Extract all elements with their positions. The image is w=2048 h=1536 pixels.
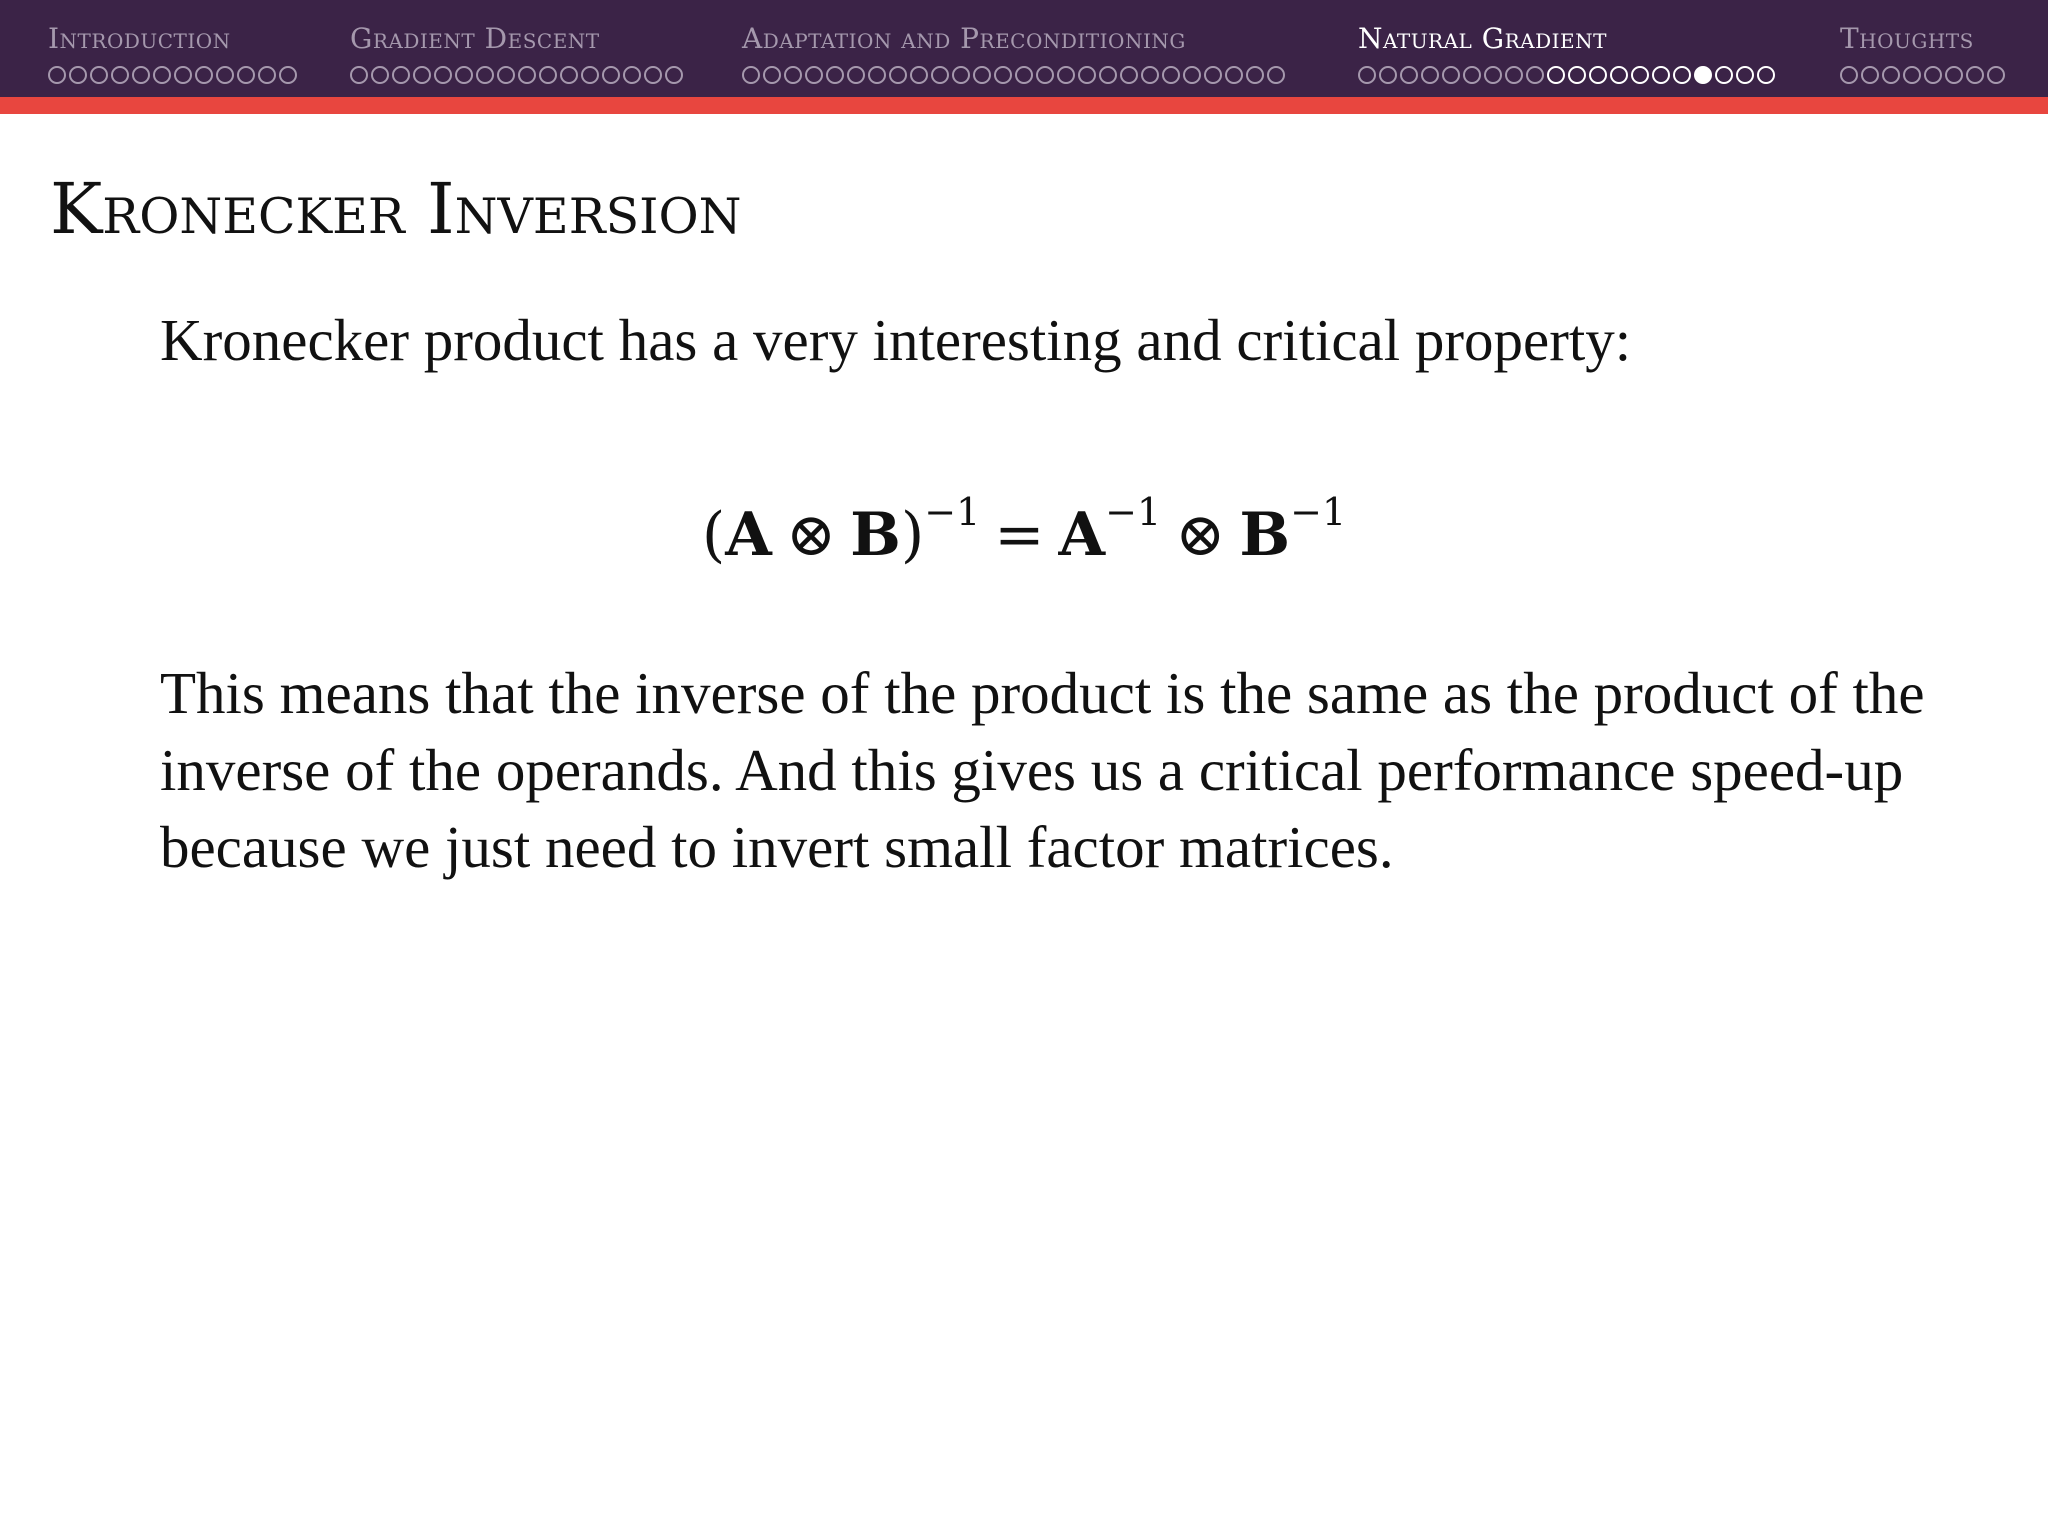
nav-dot[interactable]: [1484, 66, 1502, 84]
nav-dots: [1358, 66, 1775, 84]
nav-dot[interactable]: [952, 66, 970, 84]
nav-dot[interactable]: [763, 66, 781, 84]
nav-dot[interactable]: [889, 66, 907, 84]
nav-dots: [48, 66, 297, 84]
nav-dot[interactable]: [1379, 66, 1397, 84]
nav-dots: [1840, 66, 2005, 84]
nav-dot[interactable]: [1966, 66, 1984, 84]
nav-section-title[interactable]: Gradient Descent: [350, 22, 600, 55]
nav-dots: [350, 66, 683, 84]
accent-divider: [0, 97, 2048, 114]
nav-dot[interactable]: [476, 66, 494, 84]
nav-dot[interactable]: [581, 66, 599, 84]
eq-matrix-b-inverse: B: [1239, 500, 1291, 570]
nav-dot[interactable]: [1903, 66, 1921, 84]
nav-dot[interactable]: [1057, 66, 1075, 84]
nav-dot[interactable]: [1358, 66, 1376, 84]
nav-dot[interactable]: [644, 66, 662, 84]
nav-dot[interactable]: [1882, 66, 1900, 84]
nav-section-title[interactable]: Adaptation and Preconditioning: [742, 22, 1186, 55]
nav-dot[interactable]: [1267, 66, 1285, 84]
nav-dot[interactable]: [1987, 66, 2005, 84]
explanation-text: This means that the inverse of the product is the same as the product of the inverse of the operands. And this gives us a critical performance speed-up because we just need to invert small factor matrices.: [160, 660, 1925, 880]
nav-dot[interactable]: [1246, 66, 1264, 84]
nav-dot[interactable]: [994, 66, 1012, 84]
nav-dot[interactable]: [1631, 66, 1649, 84]
nav-dot[interactable]: [1861, 66, 1879, 84]
nav-dot[interactable]: [539, 66, 557, 84]
eq-kron-symbol: ⊗: [1175, 500, 1226, 570]
nav-dot[interactable]: [1757, 66, 1775, 84]
nav-dot[interactable]: [1162, 66, 1180, 84]
nav-dot[interactable]: [973, 66, 991, 84]
nav-dot[interactable]: [1526, 66, 1544, 84]
nav-dot[interactable]: [665, 66, 683, 84]
nav-dot[interactable]: [350, 66, 368, 84]
nav-dot[interactable]: [1099, 66, 1117, 84]
nav-section-title[interactable]: Thoughts: [1840, 22, 1974, 55]
nav-dot[interactable]: [153, 66, 171, 84]
nav-dot[interactable]: [1736, 66, 1754, 84]
nav-dot[interactable]: [826, 66, 844, 84]
nav-dot[interactable]: [623, 66, 641, 84]
nav-dot[interactable]: [1945, 66, 1963, 84]
nav-dot[interactable]: [1183, 66, 1201, 84]
nav-dot[interactable]: [48, 66, 66, 84]
nav-dot[interactable]: [847, 66, 865, 84]
eq-inverse-exponent: −1: [924, 490, 981, 534]
nav-dot[interactable]: [1400, 66, 1418, 84]
nav-dot[interactable]: [1078, 66, 1096, 84]
nav-dot[interactable]: [1547, 66, 1565, 84]
intro-text: Kronecker product has a very interesting and critical property:: [160, 307, 1632, 373]
eq-matrix-a: A: [725, 500, 772, 570]
nav-dot[interactable]: [1568, 66, 1586, 84]
nav-dot[interactable]: [195, 66, 213, 84]
nav-section-title[interactable]: Introduction: [48, 22, 231, 55]
nav-dot[interactable]: [784, 66, 802, 84]
navigation-bar: [0, 0, 2048, 97]
nav-dot[interactable]: [931, 66, 949, 84]
nav-dot[interactable]: [1505, 66, 1523, 84]
eq-matrix-a-inverse: A: [1058, 500, 1106, 570]
nav-dot[interactable]: [1120, 66, 1138, 84]
nav-dot[interactable]: [111, 66, 129, 84]
nav-dot[interactable]: [1442, 66, 1460, 84]
nav-dot[interactable]: [1204, 66, 1222, 84]
nav-dot[interactable]: [434, 66, 452, 84]
nav-dot[interactable]: [497, 66, 515, 84]
nav-dot[interactable]: [371, 66, 389, 84]
nav-dot[interactable]: [742, 66, 760, 84]
nav-dot[interactable]: [1652, 66, 1670, 84]
nav-dot[interactable]: [910, 66, 928, 84]
nav-dot[interactable]: [1673, 66, 1691, 84]
nav-section-title[interactable]: Natural Gradient: [1358, 22, 1607, 55]
eq-equals: =: [994, 500, 1045, 570]
nav-dot[interactable]: [237, 66, 255, 84]
nav-dot[interactable]: [90, 66, 108, 84]
nav-dot[interactable]: [1715, 66, 1733, 84]
nav-dot[interactable]: [455, 66, 473, 84]
eq-inverse-exponent: −1: [1290, 490, 1347, 534]
nav-dot[interactable]: [805, 66, 823, 84]
nav-dot[interactable]: [132, 66, 150, 84]
slide-title: Kronecker Inversion: [50, 168, 742, 250]
nav-dot[interactable]: [1141, 66, 1159, 84]
nav-dot[interactable]: [279, 66, 297, 84]
nav-dot[interactable]: [560, 66, 578, 84]
nav-dot[interactable]: [518, 66, 536, 84]
nav-dot[interactable]: [69, 66, 87, 84]
nav-dot[interactable]: [413, 66, 431, 84]
nav-dot[interactable]: [392, 66, 410, 84]
nav-dot[interactable]: [1840, 66, 1858, 84]
nav-dots: [742, 66, 1285, 84]
nav-dot[interactable]: [868, 66, 886, 84]
nav-dot[interactable]: [1610, 66, 1628, 84]
nav-dot[interactable]: [1421, 66, 1439, 84]
nav-dot[interactable]: [1036, 66, 1054, 84]
eq-kron-symbol: ⊗: [785, 500, 837, 570]
nav-dot[interactable]: [1463, 66, 1481, 84]
nav-dot[interactable]: [1924, 66, 1942, 84]
eq-inverse-exponent: −1: [1105, 490, 1162, 534]
eq-matrix-b: B: [850, 500, 901, 570]
eq-close-paren: ): [900, 500, 925, 570]
nav-dot[interactable]: [216, 66, 234, 84]
eq-open-paren: (: [701, 500, 726, 570]
nav-dot[interactable]: [602, 66, 620, 84]
nav-dot-current[interactable]: [1694, 66, 1712, 84]
kronecker-inverse-equation: [0, 490, 2048, 570]
nav-dot[interactable]: [1015, 66, 1033, 84]
nav-dot[interactable]: [174, 66, 192, 84]
nav-dot[interactable]: [1589, 66, 1607, 84]
nav-dot[interactable]: [1225, 66, 1243, 84]
nav-dot[interactable]: [258, 66, 276, 84]
